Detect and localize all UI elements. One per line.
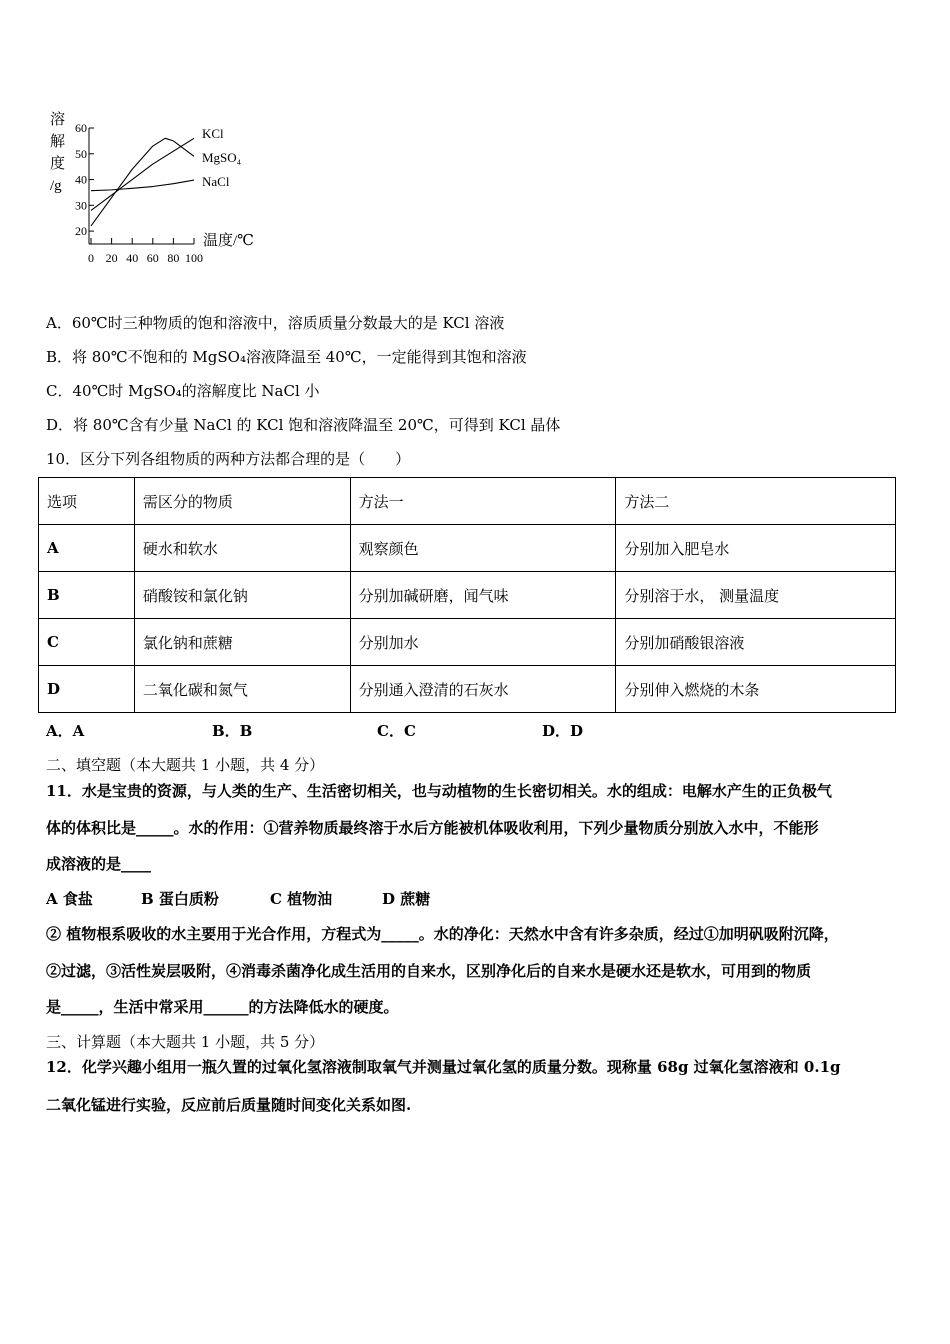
x-tick-label: 100 — [185, 251, 203, 265]
y-label-char: 解 — [50, 134, 66, 150]
table-row — [39, 666, 896, 713]
table-cell: 二氧化碳和氮气 — [134, 666, 350, 713]
q11-option-b: B 蛋白质粉 — [141, 890, 219, 908]
x-tick-label: 0 — [88, 251, 94, 265]
section-2-title: 二、填空题（本大题共 1 小题，共 4 分） — [46, 756, 325, 774]
q12-line-1: 12．化学兴趣小组用一瓶久置的过氧化氢溶液制取氧气并测量过氧化氢的质量分数。现称量 68g 过氧化氢溶液和 0.1g — [46, 1058, 841, 1076]
x-tick-label: 60 — [146, 251, 159, 265]
header-cell: 方法一 — [350, 478, 616, 525]
series-label: NaCl — [202, 174, 230, 189]
y-tick-label: 40 — [75, 172, 87, 187]
y-axis-label — [50, 111, 65, 194]
series-label: MgSO₄ — [202, 150, 242, 165]
choice-a: A．A — [46, 722, 85, 740]
y-tick-label: 50 — [75, 146, 87, 161]
table-cell: 硬水和软水 — [134, 525, 350, 572]
table-cell: D — [39, 666, 135, 713]
q9-option-a: A．60℃时三种物质的饱和溶液中，溶质质量分数最大的是 KCl 溶液 — [46, 314, 505, 332]
table-cell: C — [39, 619, 135, 666]
table-row — [39, 619, 896, 666]
series-line-kcl — [91, 138, 194, 210]
header-cell: 需区分的物质 — [134, 478, 350, 525]
section-3-title: 三、计算题（本大题共 1 小题，共 5 分） — [46, 1033, 325, 1051]
table-cell: 分别加硝酸银溶液 — [616, 619, 896, 666]
x-tick-label: 20 — [105, 251, 118, 265]
q10-stem: 10．区分下列各组物质的两种方法都合理的是（ ） — [46, 450, 411, 468]
table-cell: 分别加水 — [350, 619, 616, 666]
q9-option-c: C．40℃时 MgSO₄的溶解度比 NaCl 小 — [46, 382, 320, 400]
solubility-chart — [46, 104, 276, 274]
table-cell: 分别加入肥皂水 — [616, 525, 896, 572]
header-cell: 方法二 — [616, 478, 896, 525]
choice-d: D．D — [542, 722, 584, 740]
series-line-mgso — [91, 138, 194, 226]
series-lines — [91, 138, 194, 226]
q9-option-d: D．将 80℃含有少量 NaCl 的 KCl 饱和溶液降温至 20℃，可得到 KCl 晶体 — [46, 416, 561, 434]
table-row — [39, 572, 896, 619]
x-ticks — [88, 238, 203, 265]
table-header-row — [39, 478, 896, 525]
y-label-char: 溶 — [50, 112, 66, 128]
q10-table — [38, 477, 896, 713]
header-cell: 选项 — [39, 478, 135, 525]
y-label-char: 度 — [50, 156, 66, 172]
table-cell: 分别伸入燃烧的木条 — [616, 666, 896, 713]
q11-line-3: 成溶液的是____ — [46, 855, 152, 873]
q11-line-5: ② 植物根系吸收的水主要用于光合作用，方程式为_____。水的净化：天然水中含有许多杂质，经过①加明矾吸附沉降， — [46, 925, 839, 943]
choice-c: C．C — [377, 722, 416, 740]
series-labels — [202, 126, 242, 189]
q11-option-c: C 植物油 — [270, 890, 333, 908]
q11-line-1: 11．水是宝贵的资源，与人类的生产、生活密切相关，也与动植物的生长密切相关。水的组成：电解水产生的正负极气 — [46, 782, 832, 800]
x-axis-label: 温度/℃ — [203, 233, 254, 249]
q11-line-7: 是_____，生活中常采用______的方法降低水的硬度。 — [46, 998, 399, 1016]
table-cell: 观察颜色 — [350, 525, 616, 572]
table-cell: 分别通入澄清的石灰水 — [350, 666, 616, 713]
table-cell: 氯化钠和蔗糖 — [134, 619, 350, 666]
table-row — [39, 525, 896, 572]
table-cell: A — [39, 525, 135, 572]
table-cell: B — [39, 572, 135, 619]
q11-line-6: ②过滤，③活性炭层吸附，④消毒杀菌净化成生活用的自来水，区别净化后的自来水是硬水还是软水，可用到的物质 — [46, 962, 812, 980]
q11-option-d: D 蔗糖 — [382, 890, 431, 908]
series-label: KCl — [202, 126, 224, 141]
q11-line-2: 体的体积比是_____。水的作用：①营养物质最终溶于水后方能被机体吸收利用，下列少量物质分别放入水中，不能形 — [46, 819, 819, 837]
y-tick-label: 60 — [75, 121, 87, 135]
q11-option-a: A 食盐 — [46, 890, 93, 908]
y-label-char: /g — [50, 178, 62, 194]
y-tick-label: 20 — [75, 224, 87, 239]
q9-option-b: B．将 80℃不饱和的 MgSO₄溶液降温至 40℃，一定能得到其饱和溶液 — [46, 348, 527, 366]
q12-line-2: 二氧化锰进行实验，反应前后质量随时间变化关系如图. — [46, 1096, 412, 1114]
x-tick-label: 80 — [167, 251, 180, 265]
x-tick-label: 40 — [126, 251, 139, 265]
series-line-nacl — [91, 180, 194, 191]
y-tick-label: 30 — [75, 198, 87, 213]
y-ticks — [75, 121, 94, 238]
choice-b: B．B — [212, 722, 253, 740]
table-cell: 分别溶于水， 测量温度 — [616, 572, 896, 619]
table-cell: 分别加碱研磨，闻气味 — [350, 572, 616, 619]
table-cell: 硝酸铵和氯化钠 — [134, 572, 350, 619]
